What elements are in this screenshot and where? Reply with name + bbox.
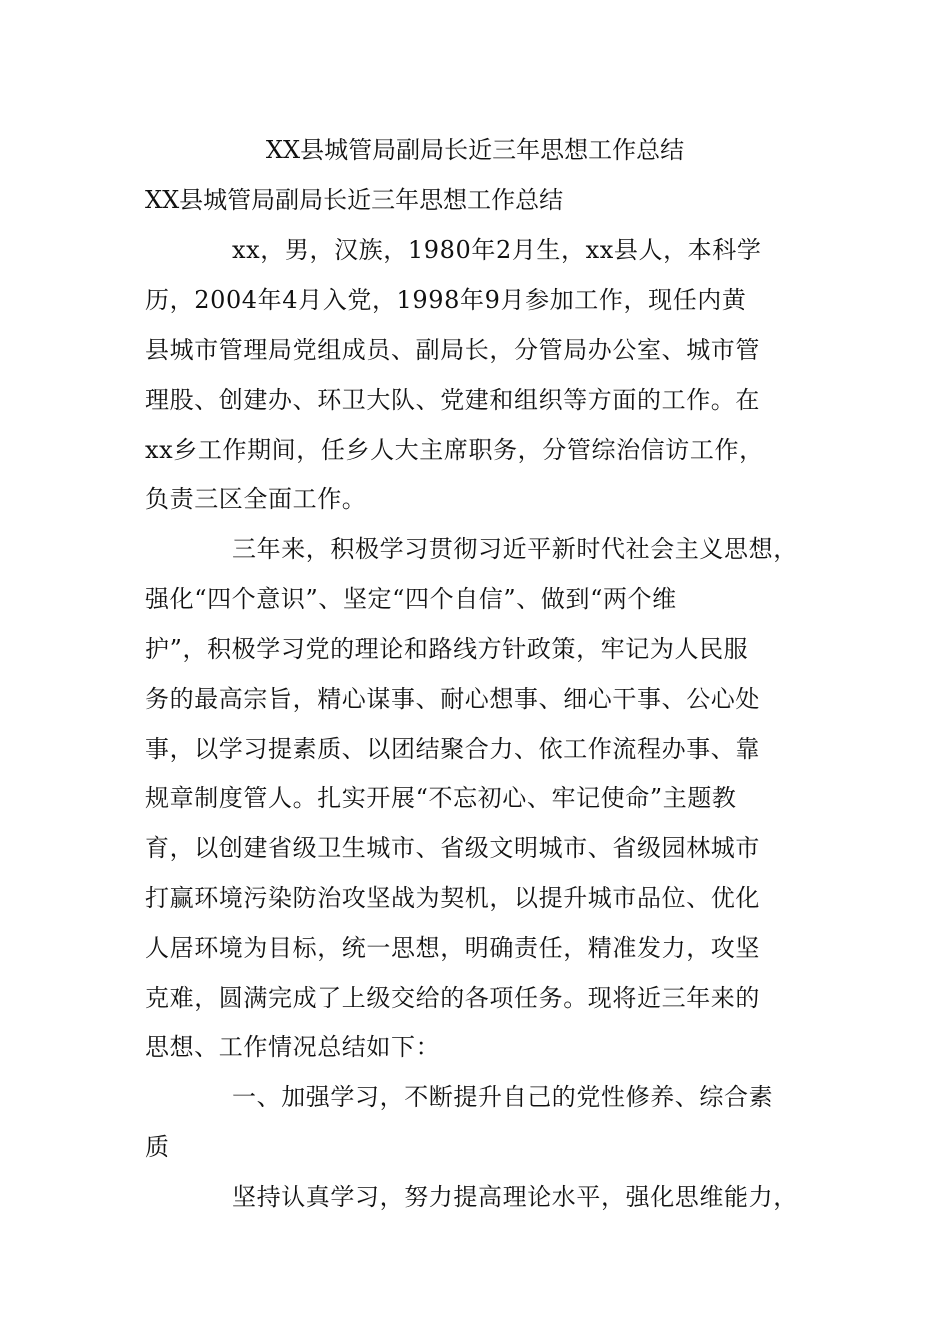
paragraph-line: 负责三区全面工作。 [145, 485, 367, 513]
document-subtitle: XX县城管局副局长近三年思想工作总结 [145, 186, 564, 214]
paragraph-line: 强化“四个意识”、坚定“四个自信”、做到“两个维 [145, 585, 677, 613]
document-title: XX县城管局副局长近三年思想工作总结 [265, 136, 685, 164]
paragraph-line: 人居环境为目标，统一思想，明确责任，精准发力，攻坚 [145, 934, 760, 962]
heading-line: 一、加强学习，不断提升自己的党性修养、综合素 [232, 1083, 774, 1111]
paragraph-line: 克难，圆满完成了上级交给的各项任务。现将近三年来的 [145, 984, 760, 1012]
paragraph-line: 育，以创建省级卫生城市、省级文明城市、省级园林城市 [145, 834, 760, 862]
paragraph-line: 护”，积极学习党的理论和路线方针政策，牢记为人民服 [145, 635, 749, 663]
paragraph-line: 三年来，积极学习贯彻习近平新时代社会主义思想， [232, 535, 798, 563]
paragraph-line: 打赢环境污染防治攻坚战为契机，以提升城市品位、优化 [145, 884, 760, 912]
paragraph-line: 思想、工作情况总结如下： [145, 1033, 441, 1061]
paragraph-line: 务的最高宗旨，精心谋事、耐心想事、细心干事、公心处 [145, 685, 760, 713]
paragraph-line: 事，以学习提素质、以团结聚合力、依工作流程办事、靠 [145, 735, 760, 763]
paragraph-line: 规章制度管人。扎实开展“不忘初心、牢记使命”主题教 [145, 784, 737, 812]
paragraph-line: xx，男，汉族，1980年2月生，xx县人，本科学 [232, 236, 762, 264]
paragraph-line: 历，2004年4月入党，1998年9月参加工作，现任内黄 [145, 286, 747, 314]
paragraph-line: 理股、创建办、环卫大队、党建和组织等方面的工作。在 [145, 386, 760, 414]
paragraph-line: 县城市管理局党组成员、副局长，分管局办公室、城市管 [145, 336, 760, 364]
paragraph-line: 坚持认真学习，努力提高理论水平，强化思维能力， [232, 1183, 798, 1211]
heading-line: 质 [145, 1133, 170, 1161]
paragraph-line: xx乡工作期间，任乡人大主席职务，分管综治信访工作， [145, 436, 764, 464]
